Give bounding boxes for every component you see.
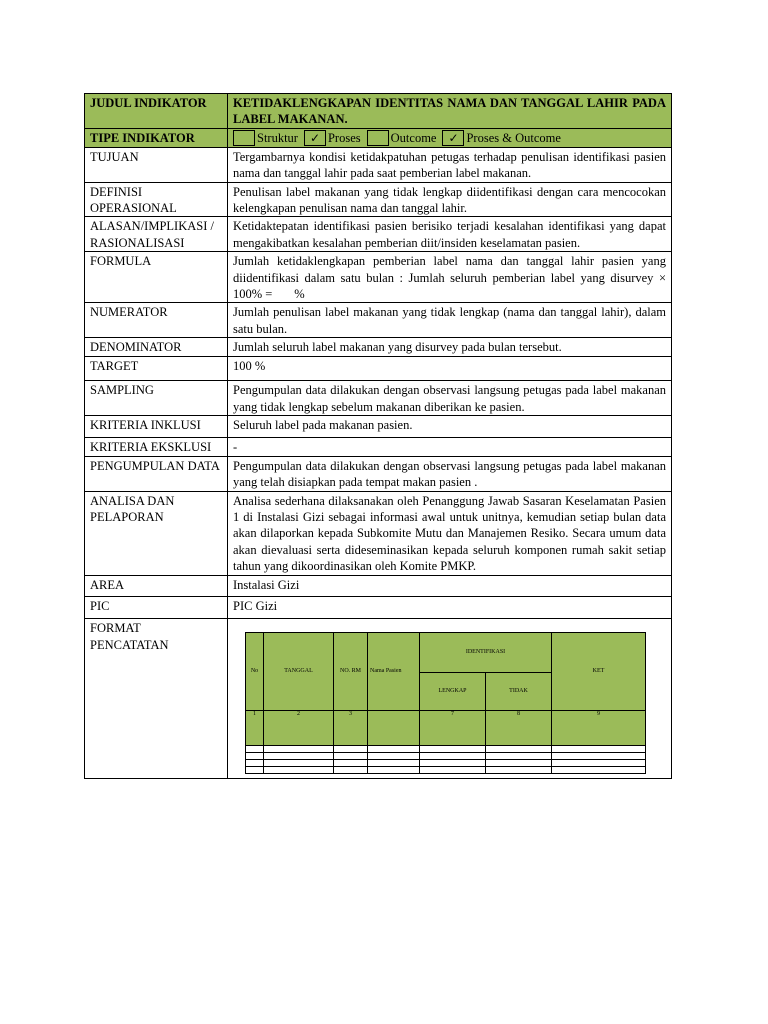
row-label: ALASAN/IMPLIKASI / RASIONALISASI (85, 217, 228, 252)
num-cell: 9 (552, 711, 646, 746)
tipe-label: TIPE INDIKATOR (85, 128, 228, 147)
row-tujuan (85, 147, 672, 182)
row-value: Seluruh label pada makanan pasien. (228, 415, 672, 437)
row-value: Jumlah penulisan label makanan yang tidak lengkap (nama dan tanggal lahir), dalam satu bulan. (228, 303, 672, 338)
row-label: KRITERIA EKSKLUSI (85, 438, 228, 456)
col-no: No (246, 633, 264, 711)
col-identifikasi: IDENTIFIKASI (420, 633, 552, 673)
row-value: Instalasi Gizi (228, 575, 672, 596)
row-value: Penulisan label makanan yang tidak lengkap diidentifikasi dengan cara mencocokan kelengkapan penulisan nama dan tanggal lahir. (228, 182, 672, 217)
num-cell: 8 (486, 711, 552, 746)
outcome-label: Outcome (390, 131, 437, 146)
row-pic (85, 596, 672, 618)
row-denominator (85, 338, 672, 356)
col-lengkap: LENGKAP (420, 673, 486, 711)
struktur-checkbox[interactable] (233, 130, 255, 146)
row-label: DENOMINATOR (85, 338, 228, 356)
proses-outcome-checkbox[interactable]: ✓ (442, 130, 464, 146)
row-sampling (85, 381, 672, 416)
row-format (85, 619, 672, 779)
row-value: 100 % (228, 356, 672, 380)
judul-value: KETIDAKLENGKAPAN IDENTITAS NAMA DAN TANGGAL LAHIR PADA LABEL MAKANAN. (228, 94, 672, 129)
row-label: FORMULA (85, 252, 228, 303)
tipe-options (228, 128, 672, 147)
row-value: Jumlah seluruh label makanan yang disurvey pada bulan tersebut. (228, 338, 672, 356)
row-target (85, 356, 672, 380)
judul-label: JUDUL INDIKATOR (85, 94, 228, 129)
row-label: PIC (85, 596, 228, 618)
row-formula (85, 252, 672, 303)
row-value: PIC Gizi (228, 596, 672, 618)
col-tanggal: TANGGAL (264, 633, 334, 711)
row-label: DEFINISI OPERASIONAL (85, 182, 228, 217)
row-eksklusi (85, 438, 672, 456)
row-label: TUJUAN (85, 147, 228, 182)
row-label: ANALISA DAN PELAPORAN (85, 491, 228, 575)
num-cell: 1 (246, 711, 264, 746)
row-label: NUMERATOR (85, 303, 228, 338)
row-area (85, 575, 672, 596)
row-label: AREA (85, 575, 228, 596)
format-cell (228, 619, 672, 779)
num-cell: 3 (334, 711, 368, 746)
blank-row (246, 746, 646, 753)
col-tidak: TIDAK (486, 673, 552, 711)
num-cell: 7 (420, 711, 486, 746)
blank-row (246, 760, 646, 767)
col-norm: NO. RM (334, 633, 368, 711)
row-value: Tergambarnya kondisi ketidakpatuhan petugas terhadap penulisan identifikasi pasien nama dan tanggal lahir pada saat pemberian label makanan. (228, 147, 672, 182)
blank-row (246, 753, 646, 760)
row-label: SAMPLING (85, 381, 228, 416)
row-value: Analisa sederhana dilaksanakan oleh Penanggung Jawab Sasaran Keselamatan Pasien 1 di Instalasi Gizi sebagai informasi awal untuk unitnya, kemudian setiap bulan data akan dilaporkan kepada Subkomite Mutu dan Manajemen Resiko. Secara umum data akan dievaluasi serta dideseminasikan kepada seluruh komponen rumah sakit setiap tahun yang dikoordinasikan oleh Komite PMKP. (228, 491, 672, 575)
row-value: Pengumpulan data dilakukan dengan observasi langsung petugas pada label makanan yang telah disiapkan pada tempat makan pasien . (228, 456, 672, 491)
proses-outcome-label: Proses & Outcome (466, 131, 561, 146)
indicator-table (84, 93, 672, 779)
row-analisa (85, 491, 672, 575)
struktur-label: Struktur (257, 131, 298, 146)
row-value: Pengumpulan data dilakukan dengan observasi langsung petugas pada label makanan yang tidak lengkap sebelum makanan diberikan ke pasien. (228, 381, 672, 416)
title-row (85, 94, 672, 129)
row-label: KRITERIA INKLUSI (85, 415, 228, 437)
format-pencatatan-table (245, 632, 646, 774)
row-value: Ketidaktepatan identifikasi pasien berisiko terjadi kesalahan identifikasi yang dapat mengakibatkan kesalahan pemberian diit/insiden keselamatan pasien. (228, 217, 672, 252)
header-row (246, 633, 646, 673)
tipe-row (85, 128, 672, 147)
blank-row (246, 767, 646, 774)
row-label: PENGUMPULAN DATA (85, 456, 228, 491)
row-inklusi (85, 415, 672, 437)
row-pengumpulan (85, 456, 672, 491)
outcome-checkbox[interactable] (367, 130, 389, 146)
format-label: FORMAT PENCATATAN (85, 619, 228, 779)
col-ket: KET (552, 633, 646, 711)
proses-label: Proses (327, 131, 361, 146)
row-value: - (228, 438, 672, 456)
num-cell: 2 (264, 711, 334, 746)
row-value: Jumlah ketidaklengkapan pemberian label nama dan tanggal lahir pasien yang diidentifikasi dalam satu bulan : Jumlah seluruh pemberian label yang disurvey × 100% = % (228, 252, 672, 303)
number-row (246, 711, 646, 746)
row-alasan (85, 217, 672, 252)
col-nama: Nama Pasien (368, 633, 420, 711)
num-cell (368, 711, 420, 746)
row-numerator (85, 303, 672, 338)
proses-checkbox[interactable]: ✓ (304, 130, 326, 146)
row-label: TARGET (85, 356, 228, 380)
row-definisi (85, 182, 672, 217)
